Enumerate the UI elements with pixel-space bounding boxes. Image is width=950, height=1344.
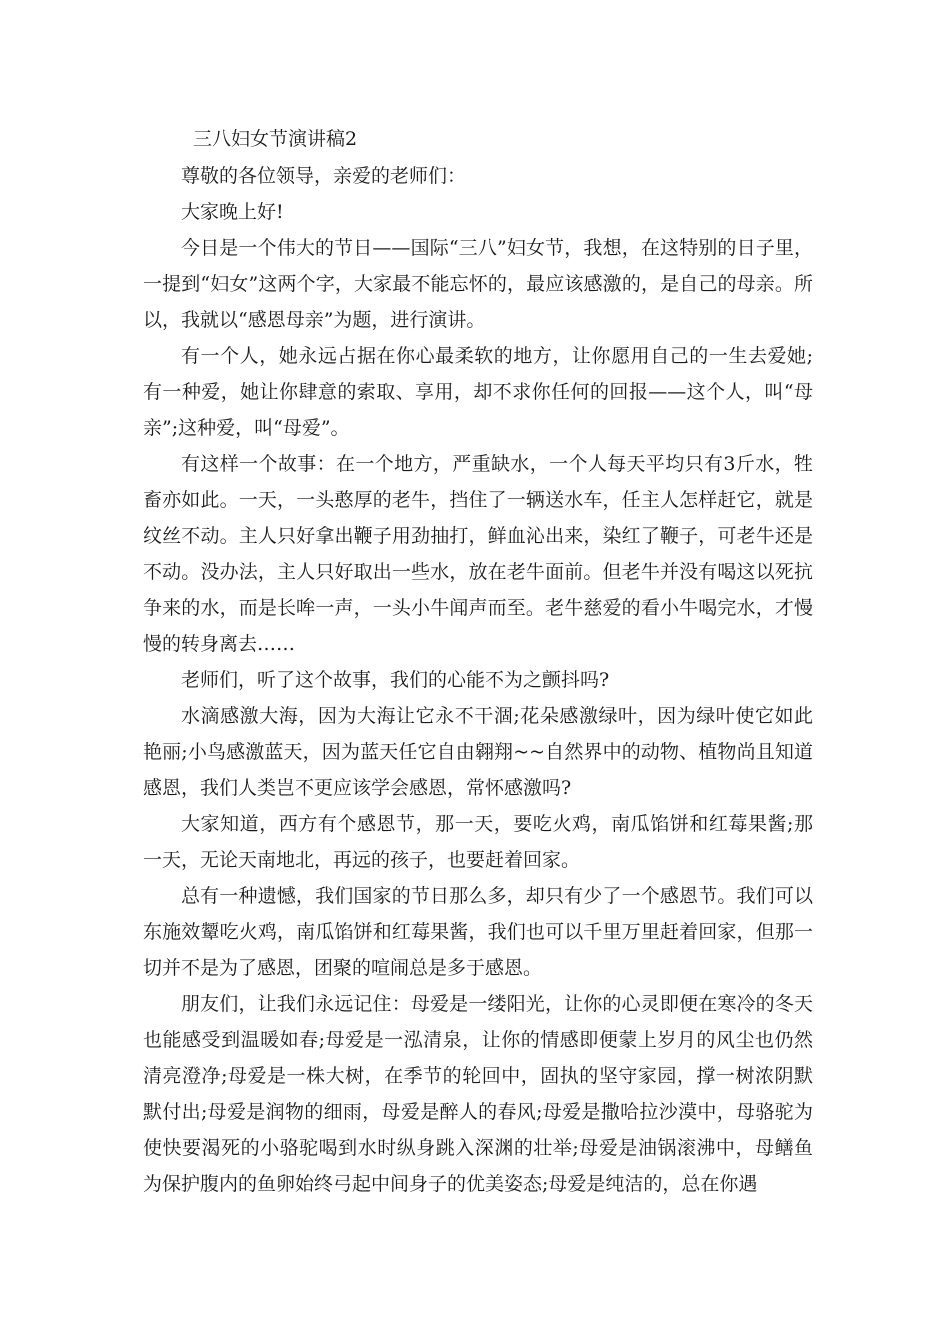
document-title: 三八妇女节演讲稿2 [193, 128, 358, 150]
paragraph-thanksgiving: 大家知道，西方有个感恩节，那一天，要吃火鸡，南瓜馅饼和红莓果酱;那一天，无论天南地北，再远的孩子，也要赶着回家。 [143, 813, 813, 871]
paragraph-mother-love: 有一个人，她永远占据在你心最柔软的地方，让你愿用自己的一生去爱她;有一种爱，她让你肆意的索取、享用，却不求你任何的回报——这个人，叫“母亲”;这种爱，叫“母爱”。 [143, 345, 813, 439]
paragraph-salutation: 尊敬的各位领导，亲爱的老师们： [181, 165, 467, 187]
paragraph-intro: 今日是一个伟大的节日——国际“三八”妇女节，我想，在这特别的日子里，一提到“妇女”这两个字，大家最不能忘怀的，最应该感激的，是自己的母亲。所以，我就以“感恩母亲”为题，进行演讲。 [143, 237, 813, 331]
paragraph-regret: 总有一种遗憾，我们国家的节日那么多，却只有少了一个感恩节。我们可以东施效颦吃火鸡，南瓜馅饼和红莓果酱，我们也可以千里万里赶着回家，但那一切并不是为了感恩，团聚的喧闹总是多于感恩。 [143, 885, 813, 979]
paragraph-question: 老师们，听了这个故事，我们的心能不为之颤抖吗? [181, 669, 610, 691]
paragraph-story: 有这样一个故事：在一个地方，严重缺水，一个人每天平均只有3斤水，牲畜亦如此。一天，一头憨厚的老牛，挡住了一辆送水车，任主人怎样赶它，就是纹丝不动。主人只好拿出鞭子用劲抽打，鲜血沁出来，染红了鞭子，可老牛还是不动。没办法，主人只好取出一些水，放在老牛面前。但老牛并没有喝这以死抗争来的水，而是长哞一声，一头小牛闻声而至。老牛慈爱的看小牛喝完水，才慢慢的转身离去…… [143, 453, 813, 655]
paragraph-gratitude-nature: 水滴感激大海，因为大海让它永不干涸;花朵感激绿叶，因为绿叶使它如此艳丽;小鸟感激蓝天，因为蓝天任它自由翱翔~~自然界中的动物、植物尚且知道感恩，我们人类岂不更应该学会感恩，常怀感激吗? [143, 705, 813, 799]
document-page [143, 121, 813, 1202]
paragraph-greeting: 大家晚上好! [181, 201, 284, 223]
paragraph-remember: 朋友们，让我们永远记住：母爱是一缕阳光，让你的心灵即便在寒冷的冬天也能感受到温暖如春;母爱是一泓清泉，让你的情感即便蒙上岁月的风尘也仍然清亮澄净;母爱是一株大树，在季节的轮回中，固执的坚守家园，撑一树浓阴默默付出;母爱是润物的细雨，母爱是醉人的春风;母爱是撒哈拉沙漠中，母骆驼为使快要渴死的小骆驼喝到水时纵身跳入深渊的壮举;母爱是油锅滚沸中，母鳝鱼为保护腹内的鱼卵始终弓起中间身子的优美姿态;母爱是纯洁的，总在你遇 [143, 993, 813, 1195]
